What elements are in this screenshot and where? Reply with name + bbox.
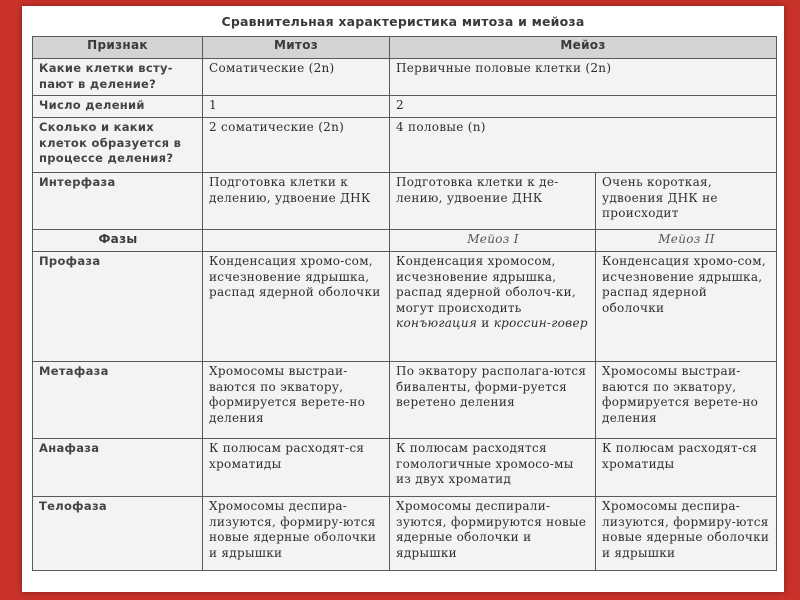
phase-meiosis1: К полюсам расходятся гомологичные хромосо-мы из двух хроматид bbox=[390, 439, 596, 497]
header-feature: Признак bbox=[33, 37, 203, 59]
interphase-row bbox=[33, 173, 777, 230]
conjugation-term: конъюгация bbox=[396, 316, 478, 330]
header-row bbox=[33, 37, 777, 59]
row-meiosis-cell: 2 bbox=[390, 96, 777, 118]
interphase-mitosis: Подготовка клетки к делению, удвоение ДНК bbox=[203, 173, 390, 230]
row-label: Число делений bbox=[33, 96, 203, 118]
row-meiosis-cell: Первичные половые клетки (2n) bbox=[390, 59, 777, 96]
phase-meiosis1: Хромосомы деспирали-зуются, формируются новые ядерные оболочки и ядрышки bbox=[390, 497, 596, 571]
phase-mitosis: Конденсация хромо-сом, исчезновение ядрышка, распад ядерной оболочки bbox=[203, 252, 390, 362]
row-mitosis-cell: 2 соматические (2n) bbox=[203, 118, 390, 173]
table-row bbox=[33, 96, 777, 118]
row-meiosis-cell: 4 половые (n) bbox=[390, 118, 777, 173]
phase-meiosis2: Конденсация хромо-сом, исчезновение ядрышка, распад ядерной оболочки bbox=[596, 252, 777, 362]
prophase-meiosis1-text: Конденсация хромосом, исчезновение ядрышка, распад ядерной оболоч-ки, могут происходить bbox=[396, 254, 577, 315]
phase-mitosis: К полюсам расходят-ся хроматиды bbox=[203, 439, 390, 497]
phases-header-blank bbox=[203, 230, 390, 252]
phase-row-anaphase bbox=[33, 439, 777, 497]
phase-meiosis1 bbox=[390, 252, 596, 362]
row-label: Сколько и каких клеток образуется в процессе деления? bbox=[33, 118, 203, 173]
phase-label: Профаза bbox=[33, 252, 203, 362]
meiosis1-header: Мейоз I bbox=[390, 230, 596, 252]
table-row bbox=[33, 118, 777, 173]
interphase-label: Интерфаза bbox=[33, 173, 203, 230]
header-meiosis: Мейоз bbox=[390, 37, 777, 59]
phase-mitosis: Хромосомы выстраи-ваются по экватору, формируется верете-но деления bbox=[203, 362, 390, 439]
phase-row-metaphase bbox=[33, 362, 777, 439]
phase-meiosis2: К полюсам расходят-ся хроматиды bbox=[596, 439, 777, 497]
row-mitosis-cell: 1 bbox=[203, 96, 390, 118]
interphase-meiosis1: Подготовка клетки к де-лению, удвоение ДНК bbox=[390, 173, 596, 230]
table-title: Сравнительная характеристика митоза и мейоза bbox=[221, 14, 585, 29]
row-mitosis-cell: Соматические (2n) bbox=[203, 59, 390, 96]
phase-meiosis2: Хромосомы деспира-лизуются, формиру-ются новые ядерные оболочки и ядрышки bbox=[596, 497, 777, 571]
crossing-over-term: кроссин-говер bbox=[493, 316, 588, 330]
phase-meiosis1: По экватору располага-ются биваленты, форми-руется веретено деления bbox=[390, 362, 596, 439]
phase-mitosis: Хромосомы деспира-лизуются, формиру-ются новые ядерные оболочки и ядрышки bbox=[203, 497, 390, 571]
header-mitosis: Митоз bbox=[203, 37, 390, 59]
interphase-meiosis2: Очень короткая, удвоения ДНК не происходит bbox=[596, 173, 777, 230]
phase-label: Метафаза bbox=[33, 362, 203, 439]
phases-header: Фазы bbox=[33, 230, 203, 252]
phase-meiosis2: Хромосомы выстраи-ваются по экватору, формируется верете-но деления bbox=[596, 362, 777, 439]
slide bbox=[22, 6, 784, 592]
phase-label: Анафаза bbox=[33, 439, 203, 497]
phase-label: Телофаза bbox=[33, 497, 203, 571]
phase-row-telophase bbox=[33, 497, 777, 571]
meiosis2-header: Мейоз II bbox=[596, 230, 777, 252]
phase-header-row bbox=[33, 230, 777, 252]
and-word: и bbox=[481, 316, 490, 330]
table-row bbox=[33, 59, 777, 96]
comparison-table bbox=[32, 36, 777, 571]
phase-row-prophase bbox=[33, 252, 777, 362]
row-label: Какие клетки всту-пают в деление? bbox=[33, 59, 203, 96]
